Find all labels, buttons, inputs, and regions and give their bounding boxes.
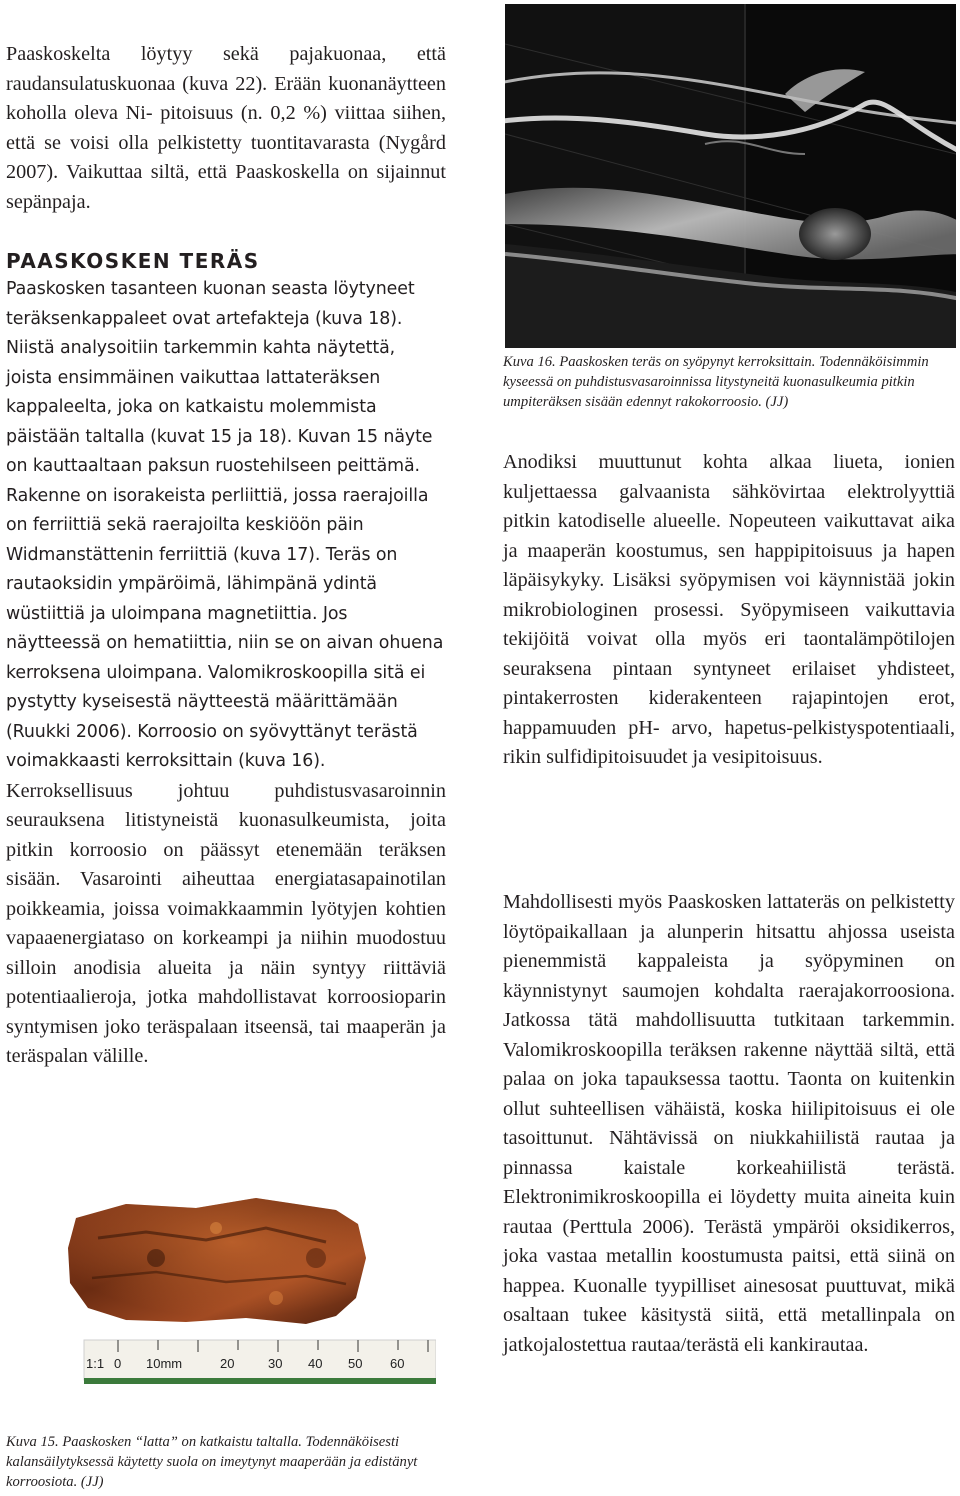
steel-sans-paragraph: Paaskosken tasanteen kuonan seasta löytyneet teräksenkappaleet ovat artefakteja (kuva 18). Niistä analysoitiin tarkemmin kahta näytettä, joista ensimmäinen vaikuttaa lattateräksen kappaleelta, joka on katkaistu molemmista päistään taltalla (kuvat 15 ja 18). Kuvan 15 näyte on kauttaaltaan paksun ruostehilseen peittämä. Rakenne on isorakeista perliittiä, jossa raerajoilla on ferriittiä sekä raerajoilta keskiöön päin Widmanstättenin ferriittiä (kuva 17). Teräs on rautaoksidin ympäröimä, lähimpänä ydintä wüstiittiä ja uloimpana magnetiittia. Jos näytteessä on hematiittia, niin se on aivan ohuena kerroksena uloimpana. Valomikroskoopilla sitä ei pystytty kyseisestä näytteestä määrittämään (Ruukki 2006). Korroosio on syövyttänyt terästä voimakkaasti kerroksittain (kuva 16). [6,279,444,771]
intro-paragraph: Paaskoskelta löytyy sekä pajakuonaa, että raudansulatuskuonaa (kuva 22). Erään kuonanäytteen koholla oleva Ni- pitoisuus (n. 0,2 %) viittaa siihen, että se voisi olla pelkistetty tuontitavarasta (Nygård 2007). Vaikuttaa siltä, että Paaskoskella on sijainnut sepänpaja. [6,43,446,213]
figure-16-caption: Kuva 16. Paaskosken teräs on syöpynyt kerroksittain. Todennäköisimmin kyseessä on puhdistusvasaroinnissa litystyneitä kuonasulkeumia pitkin umpiteräksen sisään edennyt rakokorroosio. (JJ) [503,354,929,410]
left-column [6,40,446,1072]
ruler-label: 10mm [146,1356,183,1371]
right-column-text [503,448,955,773]
right-paragraph-2: Mahdollisesti myös Paaskosken lattateräs on pelkistetty löytöpaikallaan ja alunperin hitsattu ahjossa useista pienemmistä kappaleista ja syöpyminen on käynnistynyt saumojen kohdalta raerajakorroosiona. Jatkossa tätä mahdollisuutta tutkitaan tarkemmin. Valomikroskoopilla teräksen rakenne näyttää siltä, että palaa on joka tapauksessa taottu. Taonta on kuitenkin ollut suhteellisen vähäistä, koska hiilipitoisuus ei ole tasoittunut. Nähtävissä on niukkahiilistä rautaa ja pinnassa kaistale korkeahiilistä terästä. Elektronimikroskoopilla ei löydetty muita aineita kuin rautaa (Perttula 2006). Terästä ympäröi oksidikerros, joka vastaa metallin koostumusta paitsi, että siinä on happea. Kuonalle tyypilliset ainesosat puuttuvat, mikä osaltaan tukee käsitystä siitä, että metallinpala on jatkojalostettua rautaa/terästä eli kankirautaa. [503,891,955,1356]
ruler-label: 60 [390,1356,405,1371]
figure-16-photo [505,4,956,348]
micrograph-image [505,4,956,348]
ruler-label: 30 [268,1356,283,1371]
right-paragraph-1: Anodiksi muuttunut kohta alkaa liueta, ionien kuljettaessa galvaanista sähkövirtaa elektrolyyttiä pitkin katodiselle alueelle. Nopeuteen vaikuttavat aika ja maaperän koostumus, sen happipitoisuus ja hapen läpäisykyky. Lisäksi syöpymisen voi käynnistää jokin mikrobiologinen prosessi. Syöpymiseen vaikuttavia tekijöitä voivat olla myös eri taontalämpötilojen seuraksena pintaan syntyneet erilaiset yhdisteet, pintakerrosten kiderakenteen rajapintojen erot, happamuuden pH- arvo, hapetus-pelkistyspotentiaali, rikin sulfidipitoisuudet ja vesipitoisuus. [503,451,955,768]
right-column-text-2 [503,888,955,1360]
ruler-label: 0 [114,1356,122,1371]
section-heading: PAASKOSKEN TERÄS [6,249,260,273]
ruler-label: 50 [348,1356,363,1371]
figure-15-photo [6,1188,436,1418]
steel-serif-paragraph: Kerroksellisuus johtuu puhdistusvasaroinnin seurauksena litistyneistä kuonasulkeumista, joita pitkin korroosio on päässyt etenemään teräksen sisään. Vasarointi aiheuttaa energiatasapainotilan poikkeamia, joissa voimakkaammin lyötyjen kohtien vapaaenergiataso on korkeampi ja niihin muodostuu silloin anodisia alueita ja näin syntyy riittäviä potentiaalieroja, jotka mahdollistavat korroosioparin syntymisen joko teräspalaan itseensä, tai maaperän ja teräspalan välille. [6,779,446,1067]
rust-fragment-image [6,1188,436,1418]
ruler-label: 20 [220,1356,235,1371]
figure-15-caption: Kuva 15. Paaskosken “latta” on katkaistu taltalla. Todennäköisesti kalansäilytyksessä käytetty suola on imeytynyt maaperään ja edistänyt korroosiota. (JJ) [6,1434,418,1490]
right-column [503,352,955,412]
ruler-label: 40 [308,1356,323,1371]
ruler-label: 1:1 [86,1356,105,1371]
